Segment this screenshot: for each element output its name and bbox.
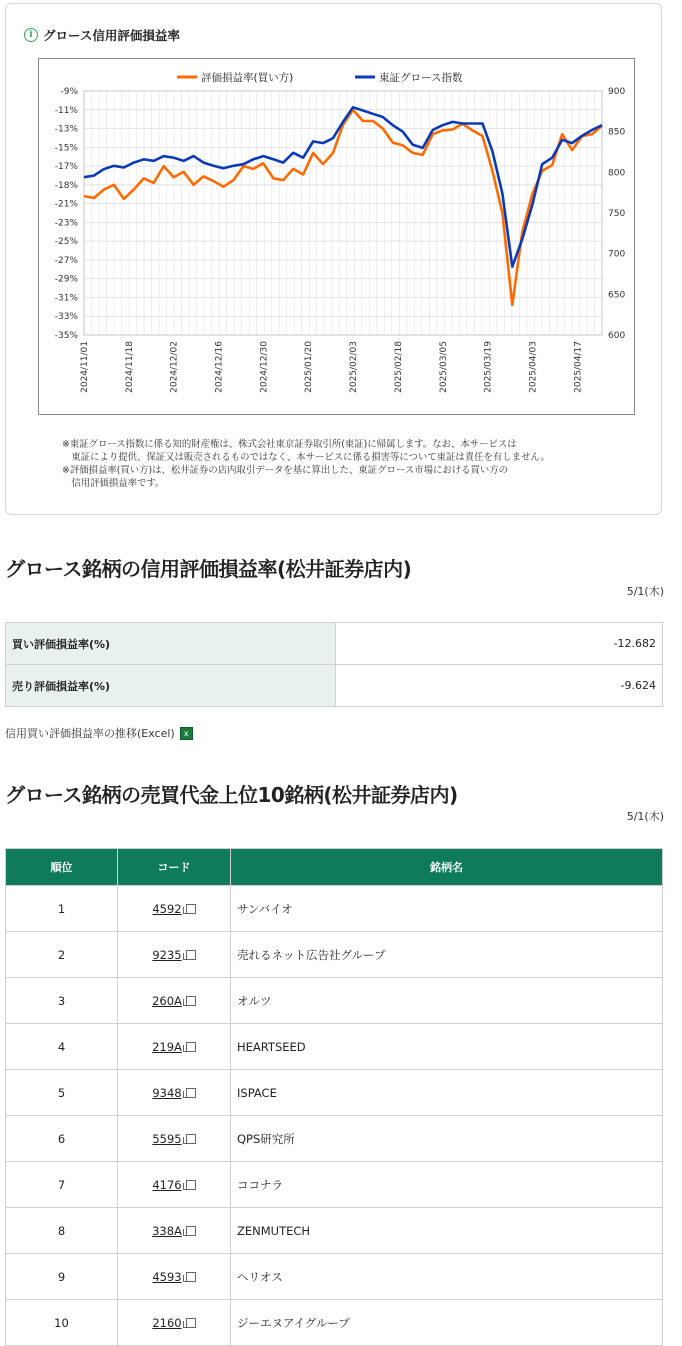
y-right-tick-label: 900 <box>608 87 626 97</box>
code-cell <box>118 1208 231 1254</box>
y-left-tick-label: -9% <box>60 87 78 97</box>
table-row <box>6 1208 663 1254</box>
rank-cell: 2 <box>6 932 118 978</box>
code-cell <box>118 978 231 1024</box>
rank-cell: 7 <box>6 1162 118 1208</box>
card-title-text: グロース信用評価損益率 <box>43 28 180 43</box>
chart-area <box>38 58 635 415</box>
copy-icon[interactable] <box>186 1318 196 1328</box>
y-right-tick-label: 850 <box>608 127 626 138</box>
stock-code-link[interactable]: 2160 <box>152 1315 182 1330</box>
y-left-tick-label: -23% <box>54 218 78 229</box>
info-icon: i <box>24 28 38 42</box>
table-row <box>6 886 663 932</box>
copy-icon[interactable] <box>186 996 196 1006</box>
rank-cell: 1 <box>6 886 118 932</box>
col-header-rank: 順位 <box>6 849 118 886</box>
excel-download-link[interactable] <box>5 725 193 741</box>
card-title <box>24 26 180 44</box>
rank-cell: 8 <box>6 1208 118 1254</box>
stock-name-cell: ZENMUTECH <box>231 1208 663 1254</box>
y-left-tick-label: -27% <box>54 255 78 266</box>
table-row <box>6 665 663 707</box>
y-left-tick-label: -35% <box>54 331 78 341</box>
x-tick-label: 2024/12/16 <box>214 341 225 393</box>
copy-icon[interactable] <box>186 1226 196 1236</box>
stock-name-cell: オルツ <box>231 978 663 1024</box>
table-row <box>6 978 663 1024</box>
stock-code-link[interactable]: 4176 <box>152 1177 182 1192</box>
y-left-tick-label: -11% <box>54 105 78 116</box>
rank-cell: 9 <box>6 1254 118 1300</box>
code-cell <box>118 1116 231 1162</box>
line-chart <box>39 59 634 414</box>
x-tick-label: 2024/11/01 <box>80 341 90 393</box>
y-right-tick-label: 600 <box>608 331 626 341</box>
code-cell <box>118 1024 231 1070</box>
stock-name-cell: ヘリオス <box>231 1254 663 1300</box>
stock-name-cell: サンバイオ <box>231 886 663 932</box>
chart-notes: ※東証グロース指数に係る知的財産権は、株式会社東京証券取引所(東証)に帰属します。なお、本サービスは 東証により提供、保証又は販売されるものではなく、本サービスに係る損害等について東証は責任を有しません。 ※評価損益率(買い方)は、松井証券の店内取引データを基に算出した、東証グロース市場における買い方の 信用評価損益率です。 <box>62 439 550 489</box>
eval-rate-table <box>5 622 663 707</box>
y-right-tick-label: 700 <box>608 249 626 260</box>
stock-name-cell: QPS研究所 <box>231 1116 663 1162</box>
table-row <box>6 1162 663 1208</box>
table-row <box>6 623 663 665</box>
stock-name-cell: 売れるネット広告社グループ <box>231 932 663 978</box>
rank-cell: 5 <box>6 1070 118 1116</box>
stock-name-cell: HEARTSEED <box>231 1024 663 1070</box>
y-left-tick-label: -31% <box>54 293 78 304</box>
table-row <box>6 1254 663 1300</box>
section-date: 5/1(木) <box>626 810 664 823</box>
rank-cell: 10 <box>6 1300 118 1346</box>
top10-table <box>5 848 663 1346</box>
table-row <box>6 932 663 978</box>
col-header-code: コード <box>118 849 231 886</box>
buy-rate-value: -12.682 <box>336 623 663 665</box>
x-tick-label: 2025/01/20 <box>304 341 315 393</box>
copy-icon[interactable] <box>186 1134 196 1144</box>
y-left-tick-label: -18% <box>54 180 78 191</box>
y-left-tick-label: -13% <box>54 124 78 135</box>
rank-cell: 6 <box>6 1116 118 1162</box>
table-row <box>6 1070 663 1116</box>
section-title-top10: グロース銘柄の売買代金上位10銘柄(松井証券店内) <box>5 783 458 807</box>
excel-link-text[interactable]: 信用買い評価損益率の推移(Excel) <box>5 727 175 740</box>
code-cell <box>118 1070 231 1116</box>
copy-icon[interactable] <box>186 1180 196 1190</box>
x-tick-label: 2024/12/02 <box>169 341 180 393</box>
excel-icon[interactable]: x <box>180 727 193 740</box>
stock-code-link[interactable]: 9235 <box>152 947 182 962</box>
col-header-name: 銘柄名 <box>231 849 663 886</box>
sell-rate-label: 売り評価損益率(%) <box>6 665 336 707</box>
y-left-tick-label: -33% <box>54 312 78 323</box>
copy-icon[interactable] <box>186 1272 196 1282</box>
code-cell <box>118 1162 231 1208</box>
copy-icon[interactable] <box>186 1042 196 1052</box>
stock-code-link[interactable]: 4593 <box>152 1269 182 1284</box>
stock-code-link[interactable]: 5595 <box>152 1131 182 1146</box>
section-date: 5/1(木) <box>626 585 664 598</box>
y-left-tick-label: -25% <box>54 237 78 248</box>
table-row <box>6 1024 663 1070</box>
table-row <box>6 1116 663 1162</box>
y-right-tick-label: 750 <box>608 209 626 219</box>
x-tick-label: 2024/11/18 <box>124 341 135 393</box>
copy-icon[interactable] <box>186 1088 196 1098</box>
y-right-tick-label: 800 <box>608 168 626 179</box>
rank-cell: 3 <box>6 978 118 1024</box>
x-tick-label: 2025/02/18 <box>393 341 404 393</box>
stock-code-link[interactable]: 219A <box>152 1039 182 1054</box>
code-cell <box>118 932 231 978</box>
y-left-tick-label: -21% <box>54 199 78 210</box>
x-tick-label: 2025/03/05 <box>438 341 449 393</box>
x-tick-label: 2024/12/30 <box>259 341 270 393</box>
code-cell <box>118 1300 231 1346</box>
y-right-tick-label: 650 <box>608 290 626 301</box>
x-tick-label: 2025/02/03 <box>349 341 360 393</box>
rank-cell: 4 <box>6 1024 118 1070</box>
copy-icon[interactable] <box>186 904 196 914</box>
stock-code-link[interactable]: 4592 <box>152 901 182 916</box>
y-left-tick-label: -15% <box>54 143 78 154</box>
code-cell <box>118 1254 231 1300</box>
y-left-tick-label: -17% <box>54 162 78 173</box>
x-tick-label: 2025/04/03 <box>528 341 539 393</box>
chart-card <box>5 3 662 515</box>
x-tick-label: 2025/04/17 <box>573 341 584 393</box>
section-title-eval-rate: グロース銘柄の信用評価損益率(松井証券店内) <box>5 557 412 581</box>
legend-label: 東証グロース指数 <box>379 72 463 84</box>
sell-rate-value: -9.624 <box>336 665 663 707</box>
y-left-tick-label: -29% <box>54 274 78 285</box>
stock-code-link[interactable]: 260A <box>152 993 182 1008</box>
stock-code-link[interactable]: 9348 <box>152 1085 182 1100</box>
stock-name-cell: ISPACE <box>231 1070 663 1116</box>
buy-rate-label: 買い評価損益率(%) <box>6 623 336 665</box>
stock-code-link[interactable]: 338A <box>152 1223 182 1238</box>
code-cell <box>118 886 231 932</box>
table-row <box>6 1300 663 1346</box>
x-tick-label: 2025/03/19 <box>483 341 494 393</box>
stock-name-cell: ジーエヌアイグループ <box>231 1300 663 1346</box>
copy-icon[interactable] <box>186 950 196 960</box>
table-header-row <box>6 849 663 886</box>
legend-label: 評価損益率(買い方) <box>201 72 294 84</box>
stock-name-cell: ココナラ <box>231 1162 663 1208</box>
